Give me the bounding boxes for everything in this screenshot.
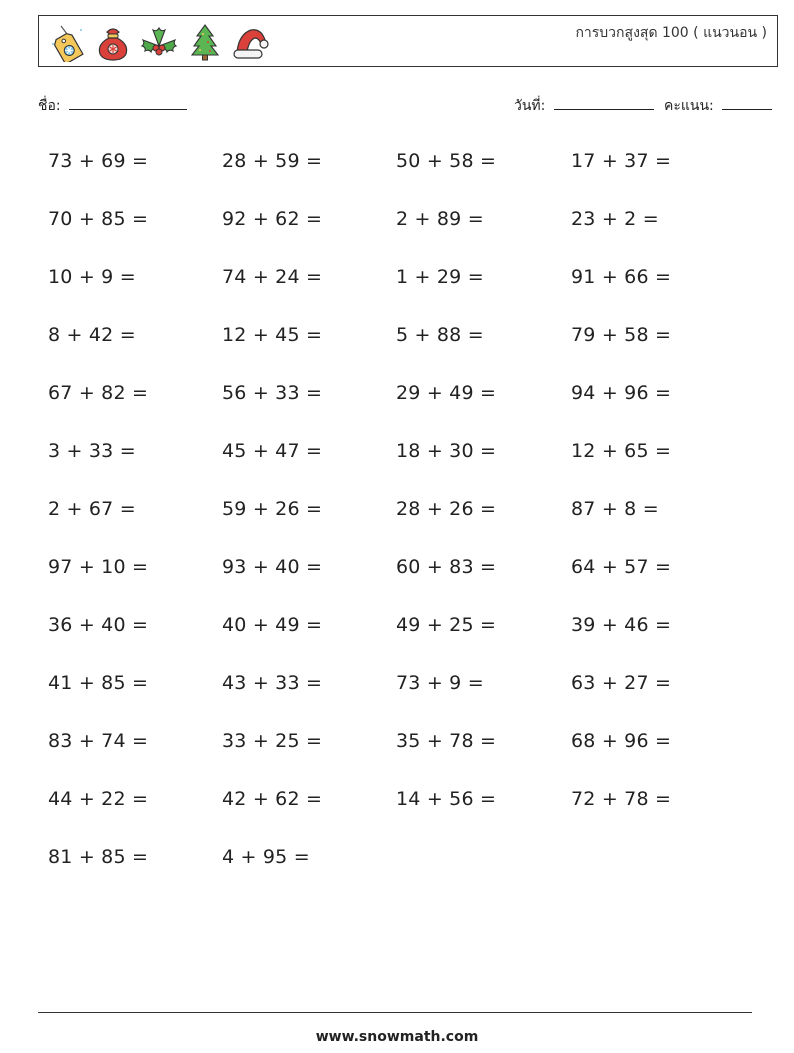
- problem-r1-c4: 17 + 37 =: [571, 150, 672, 172]
- footer-url: www.snowmath.com: [315, 1029, 479, 1045]
- worksheet-title: การบวกสูงสุด 100 ( แนวนอน ): [575, 25, 767, 41]
- christmas-tree-icon: [185, 22, 225, 62]
- problem-r3-c3: 1 + 29 =: [396, 266, 484, 288]
- problem-r6-c3: 18 + 30 =: [396, 440, 497, 462]
- problem-r8-c2: 93 + 40 =: [222, 556, 323, 578]
- problem-r1-c2: 28 + 59 =: [222, 150, 323, 172]
- problem-r10-c1: 41 + 85 =: [48, 672, 149, 694]
- footer-divider: [38, 1012, 752, 1013]
- santa-sack-icon: [93, 22, 133, 62]
- problem-r9-c2: 40 + 49 =: [222, 614, 323, 636]
- problem-r4-c2: 12 + 45 =: [222, 324, 323, 346]
- problem-r7-c2: 59 + 26 =: [222, 498, 323, 520]
- problem-r2-c2: 92 + 62 =: [222, 208, 323, 230]
- problem-r4-c1: 8 + 42 =: [48, 324, 136, 346]
- name-label: ชื่อ:: [38, 98, 61, 114]
- problem-r9-c1: 36 + 40 =: [48, 614, 149, 636]
- gift-tag-icon: [47, 22, 87, 62]
- problem-r2-c3: 2 + 89 =: [396, 208, 484, 230]
- problem-r3-c1: 10 + 9 =: [48, 266, 136, 288]
- name-blank: [69, 95, 187, 110]
- problem-r11-c2: 33 + 25 =: [222, 730, 323, 752]
- problem-r10-c3: 73 + 9 =: [396, 672, 484, 694]
- name-field: [38, 95, 187, 117]
- problem-r3-c2: 74 + 24 =: [222, 266, 323, 288]
- problem-r7-c4: 87 + 8 =: [571, 498, 659, 520]
- problem-r13-c1: 81 + 85 =: [48, 846, 149, 868]
- score-blank: [722, 95, 772, 110]
- problem-r10-c4: 63 + 27 =: [571, 672, 672, 694]
- problem-r1-c3: 50 + 58 =: [396, 150, 497, 172]
- score-label: คะแนน:: [664, 98, 714, 114]
- problem-r7-c3: 28 + 26 =: [396, 498, 497, 520]
- problem-r12-c2: 42 + 62 =: [222, 788, 323, 810]
- problem-r11-c1: 83 + 74 =: [48, 730, 149, 752]
- problem-r12-c3: 14 + 56 =: [396, 788, 497, 810]
- problem-r4-c4: 79 + 58 =: [571, 324, 672, 346]
- problem-r6-c1: 3 + 33 =: [48, 440, 136, 462]
- problem-r13-c2: 4 + 95 =: [222, 846, 310, 868]
- worksheet-header: [38, 15, 778, 67]
- problem-r5-c1: 67 + 82 =: [48, 382, 149, 404]
- problem-r6-c2: 45 + 47 =: [222, 440, 323, 462]
- holly-icon: [139, 22, 179, 62]
- problem-r7-c1: 2 + 67 =: [48, 498, 136, 520]
- problem-r3-c4: 91 + 66 =: [571, 266, 672, 288]
- problem-r11-c3: 35 + 78 =: [396, 730, 497, 752]
- header-icons: [47, 22, 271, 62]
- score-field: [664, 95, 772, 117]
- problem-r10-c2: 43 + 33 =: [222, 672, 323, 694]
- date-label: วันที่:: [514, 98, 546, 114]
- problem-r8-c3: 60 + 83 =: [396, 556, 497, 578]
- problem-r8-c4: 64 + 57 =: [571, 556, 672, 578]
- problem-r8-c1: 97 + 10 =: [48, 556, 149, 578]
- problem-r5-c3: 29 + 49 =: [396, 382, 497, 404]
- problem-r6-c4: 12 + 65 =: [571, 440, 672, 462]
- date-blank: [554, 95, 654, 110]
- date-field: [514, 95, 654, 117]
- problem-r12-c4: 72 + 78 =: [571, 788, 672, 810]
- problem-r1-c1: 73 + 69 =: [48, 150, 149, 172]
- problem-r12-c1: 44 + 22 =: [48, 788, 149, 810]
- problem-r4-c3: 5 + 88 =: [396, 324, 484, 346]
- problem-r11-c4: 68 + 96 =: [571, 730, 672, 752]
- problem-r5-c2: 56 + 33 =: [222, 382, 323, 404]
- problem-r2-c4: 23 + 2 =: [571, 208, 659, 230]
- problem-r2-c1: 70 + 85 =: [48, 208, 149, 230]
- santa-hat-icon: [231, 22, 271, 62]
- problem-r9-c4: 39 + 46 =: [571, 614, 672, 636]
- problem-r9-c3: 49 + 25 =: [396, 614, 497, 636]
- problem-r5-c4: 94 + 96 =: [571, 382, 672, 404]
